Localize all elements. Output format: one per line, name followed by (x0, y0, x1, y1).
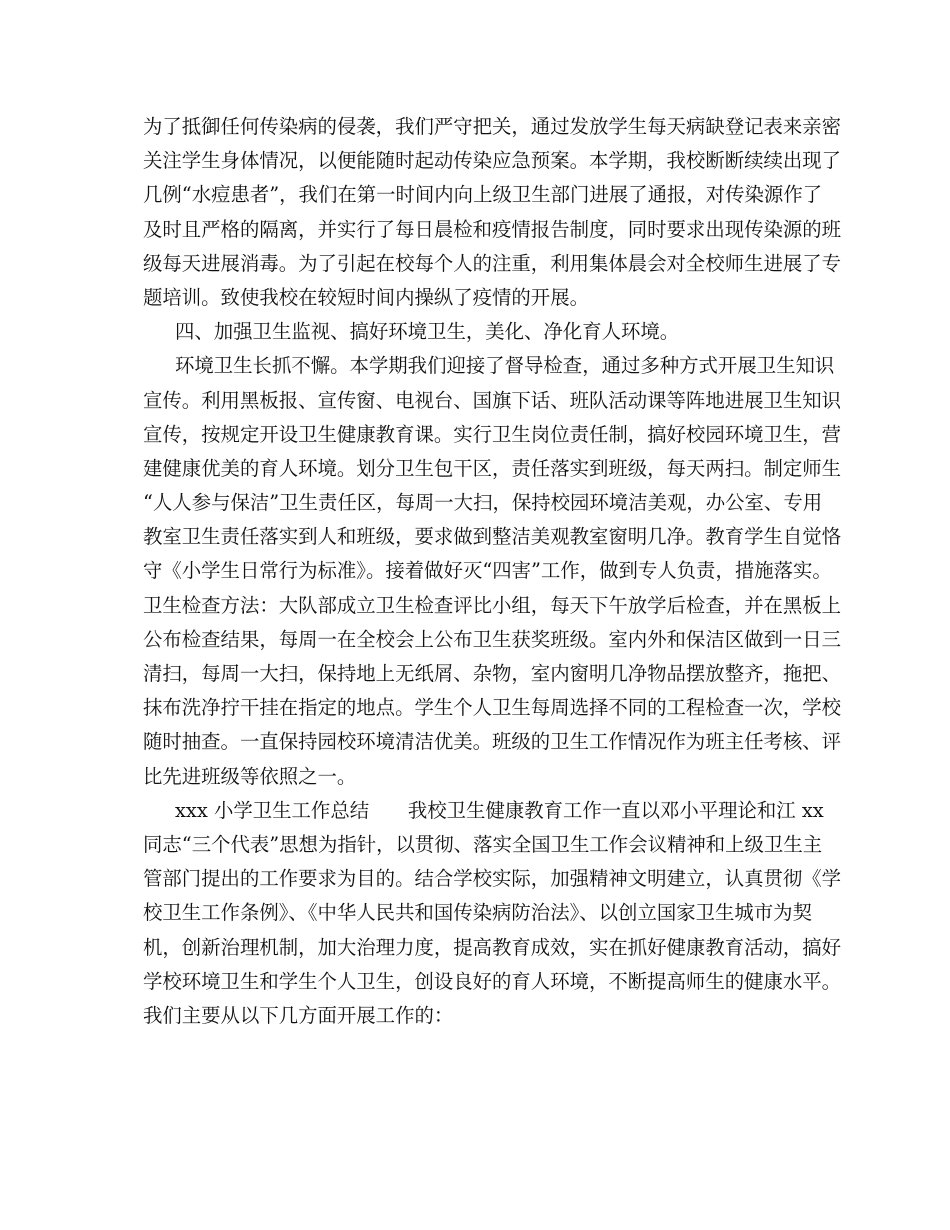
text-line: 管部门提出的工作要求为目的。结合学校实际，加强精神文明建立，认真贯彻《学 (143, 867, 842, 891)
text-line: 几例“水痘患者”，我们在第一时间内向上级卫生部门进展了通报，对传染源作了 (143, 183, 823, 207)
text-line: 同志“三个代表”思想为指针，以贯彻、落实全国卫生工作会议精神和上级卫生主 (143, 832, 823, 856)
text-line: 卫生检查方法：大队部成立卫生检查评比小组，每天下午放学后检查，并在黑板上 (143, 593, 842, 617)
section-heading: 四、加强卫生监视、搞好环境卫生，美化、净化育人环境。 (175, 320, 680, 344)
text-line: 关注学生身体情况，以便能随时起动传染应急预案。本学期，我校断断续续出现了 (143, 149, 842, 173)
text-line: 及时且严格的隔离，并实行了每日晨检和疫情报告制度，同时要求出现传染源的班 (143, 217, 842, 241)
text-line: 教室卫生责任落实到人和班级，要求做到整洁美观教室窗明几净。教育学生自觉恪 (143, 525, 842, 549)
text-line: xxx 小学卫生工作总结 我校卫生健康教育工作一直以邓小平理论和江 xx (175, 798, 824, 822)
text-line: 清扫，每周一大扫，保持地上无纸屑、杂物，室内窗明几净物品摆放整齐，拖把、 (143, 662, 842, 685)
text-line: 公布检查结果，每周一在全校会上公布卫生获奖班级。室内外和保洁区做到一日三 (143, 627, 842, 651)
text-line: 学校环境卫生和学生个人卫生，创设良好的育人环境，不断提高师生的健康水平。 (143, 969, 842, 993)
text-line: 建健康优美的育人环境。划分卫生包干区，责任落实到班级，每天两扫。制定师生 (143, 456, 842, 480)
text-line: 守《小学生日常行为标准》。接着做好灭“四害”工作，做到专人负责，措施落实。 (143, 559, 832, 583)
text-line: “人人参与保洁”卫生责任区，每周一大扫，保持校园环境洁美观，办公室、专用 (143, 491, 823, 515)
text-line: 抹布洗净拧干挂在指定的地点。学生个人卫生每周选择不同的工程检查一次，学校 (143, 696, 842, 720)
text-line: 比先进班级等依照之一。 (143, 764, 357, 788)
text-line: 宣传。利用黑板报、宣传窗、电视台、国旗下话、班队活动课等阵地进展卫生知识 (143, 388, 842, 412)
text-line: 机，创新治理机制，加大治理力度，提高教育成效，实在抓好健康教育活动，搞好 (143, 935, 842, 959)
text-line: 宣传，按规定开设卫生健康教育课。实行卫生岗位责任制，搞好校园环境卫生，营 (143, 422, 842, 446)
document-body (143, 110, 842, 1033)
text-line: 题培训。致使我校在较短时间内操纵了疫情的开展。 (143, 285, 589, 309)
text-line: 校卫生工作条例》、《中华人民共和国传染病防治法》、以创立国家卫生城市为契 (143, 901, 812, 925)
text-line: 为了抵御任何传染病的侵袭，我们严守把关，通过发放学生每天病缺登记表来亲密 (143, 115, 842, 138)
text-line: 我们主要从以下几方面开展工作的： (143, 1003, 454, 1027)
text-line: 级每天进展消毒。为了引起在校每个人的注重，利用集体晨会对全校师生进展了专 (143, 251, 842, 275)
text-line: 随时抽查。一直保持园校环境清洁优美。班级的卫生工作情况作为班主任考核、评 (143, 730, 842, 754)
text-line: 环境卫生长抓不懈。本学期我们迎接了督导检查，通过多种方式开展卫生知识 (175, 354, 835, 378)
